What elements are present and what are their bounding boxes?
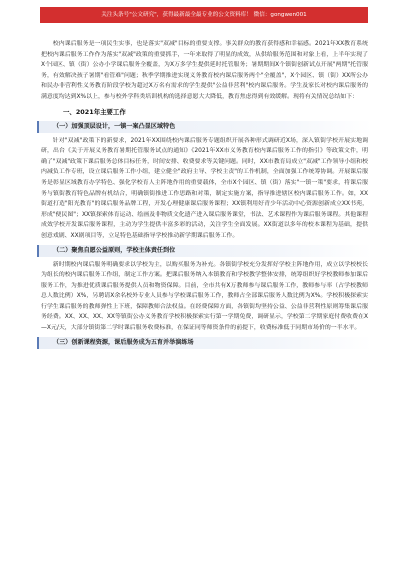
subsection-title-1: （一）加强顶层设计，一镇一案凸显区域特色 [53, 122, 176, 130]
subsection-2-paragraph: 新时期校内课后服务明确要求以学校为主，以购买服务为补充。各镇街学校充分发挥好学校主阵地作用，成立以学校校长为组长的校内课后服务工作组，制定工作方案。把课后服务纳入本镇教育和学校教学整体安排，统筹组织好学校教师参加课后服务工作，为推进优质课后服务提供人员和物资保障。目前，全市共有X万教师参与课后服务工作，教师参与率（占学校教师总人数比例）X%，另聘请X余名校外专业人员参与学校课后服务工作，教师占全部课后服务人数比例为X%。学校积极探索实行学生课后服务的教师弹性上下班，保障教师合法权益。在经费保障方面，各镇街均坚持公益、公益非营利性原则筹集课后服务经费。XX、XX、XX、XX等镇街公办义务教育学校积极探索实行第一学期免费，调研显示，学校第二学期家庭付费收费在X—X元/天，大部分镇街第二学时课后服务收费标准，在保证同等师资条件的前提下，收费标准低于同期市场价的一半水平。 [41, 261, 368, 332]
subsection-title-2: （二）聚焦自愿公益原则，学校主体责任到位 [53, 246, 176, 254]
subsection-title-3: （三）创新课程资源，课后服务成为五育并举演练场 [53, 338, 194, 346]
subsection-bar-2 [37, 245, 372, 257]
section-heading-main-work: 一、2021年主要工作 [63, 107, 126, 116]
subsection-bar-3 [37, 337, 372, 349]
document-body [41, 39, 368, 352]
promo-banner[interactable]: 关注头条号"公文研究"，获得最新最全最专业的公文资料库！ 微信：gongwen001 [40, 7, 368, 23]
subsection-1-paragraph: 针对"双减"政策下的新要求，2021年XX围绕校内课后服务专题组织开展各种形式调研近X场，深入镇街学校开展实地调研，出台《关于开展义务教育暑期托管服务试点的通知》《2021年XX市义务教育校内课后服务工作的指引》等政策文件，明确了"双减"政策下课后服务总体目标任务，时间安排、收费要求等关键问题。同时，XX市教育局成立"双减"工作领导小组和校内减负工作专班，设立课后服务工作小组，建立健全"政府主导、学校主责"的工作机制，全面加强工作统筹协调。开展课后服务是彰显区域教育办学特色、强化学校育人主阵地作用的重要载体，全市X个园区、镇（街）落实"一镇一策"要求，将课后服务与镇街教育特色品牌有机结合，明确镇街推进工作思路和对策，制定实施方案，指导推进辖区校内课后服务工作。如，XX街道打造"阳光教育"的课后服务品牌工程，开发心理健康课后服务课程；XX镇利用好青少年活动中心资源创新成立XX书苑，形成"便民图"；XX镇探索体育运动、绘画及非物质文化遗产进入课后服务课堂，书法、艺术课程作为课后服务课程。其他课程成效学校开发课后服务课程，主动为学生提供丰富多彩的活动，关注学生全面发展。XX街道以多年的校本课程为基础，提供创意戏剧、XX剧项目等，立足特色基础指导学校推动新学期课后服务工作。 [41, 137, 368, 239]
intro-paragraph: 校内课后服务是一项民生实事，也是落实"双减"目标的重要支撑。事关群众的教育获得感和幸福感。2021年XX教育系统把校内课后服务工作作为落实"双减"政策的重要抓手，一年来取得了明显的成效，从供给服务范围和对象上看，上半年实现了X个园区、镇（街）公办小学课后服务全覆盖，为X万多学生提供延时托管服务；暑期期间X个镇街创新试点开展"两期"托管服务，有效解决孩子暑期"看管难"问题；秋季学期推进实现义务教育校内课后服务两个"全覆盖"，X个园区、镇（街）XX所公办和民办非营利性义务教育阶段学校为超过X万名有需求的学生提供"公益非营利"校内课后服务。学生及家长对校内课后服务的满意度均达到X%以上，参与校外学科类培训机构的选择意愿大大降低，教育焦虑得到有效缓解。现将有关情况总结如下： [41, 41, 368, 100]
subsection-bar-1 [37, 121, 372, 133]
